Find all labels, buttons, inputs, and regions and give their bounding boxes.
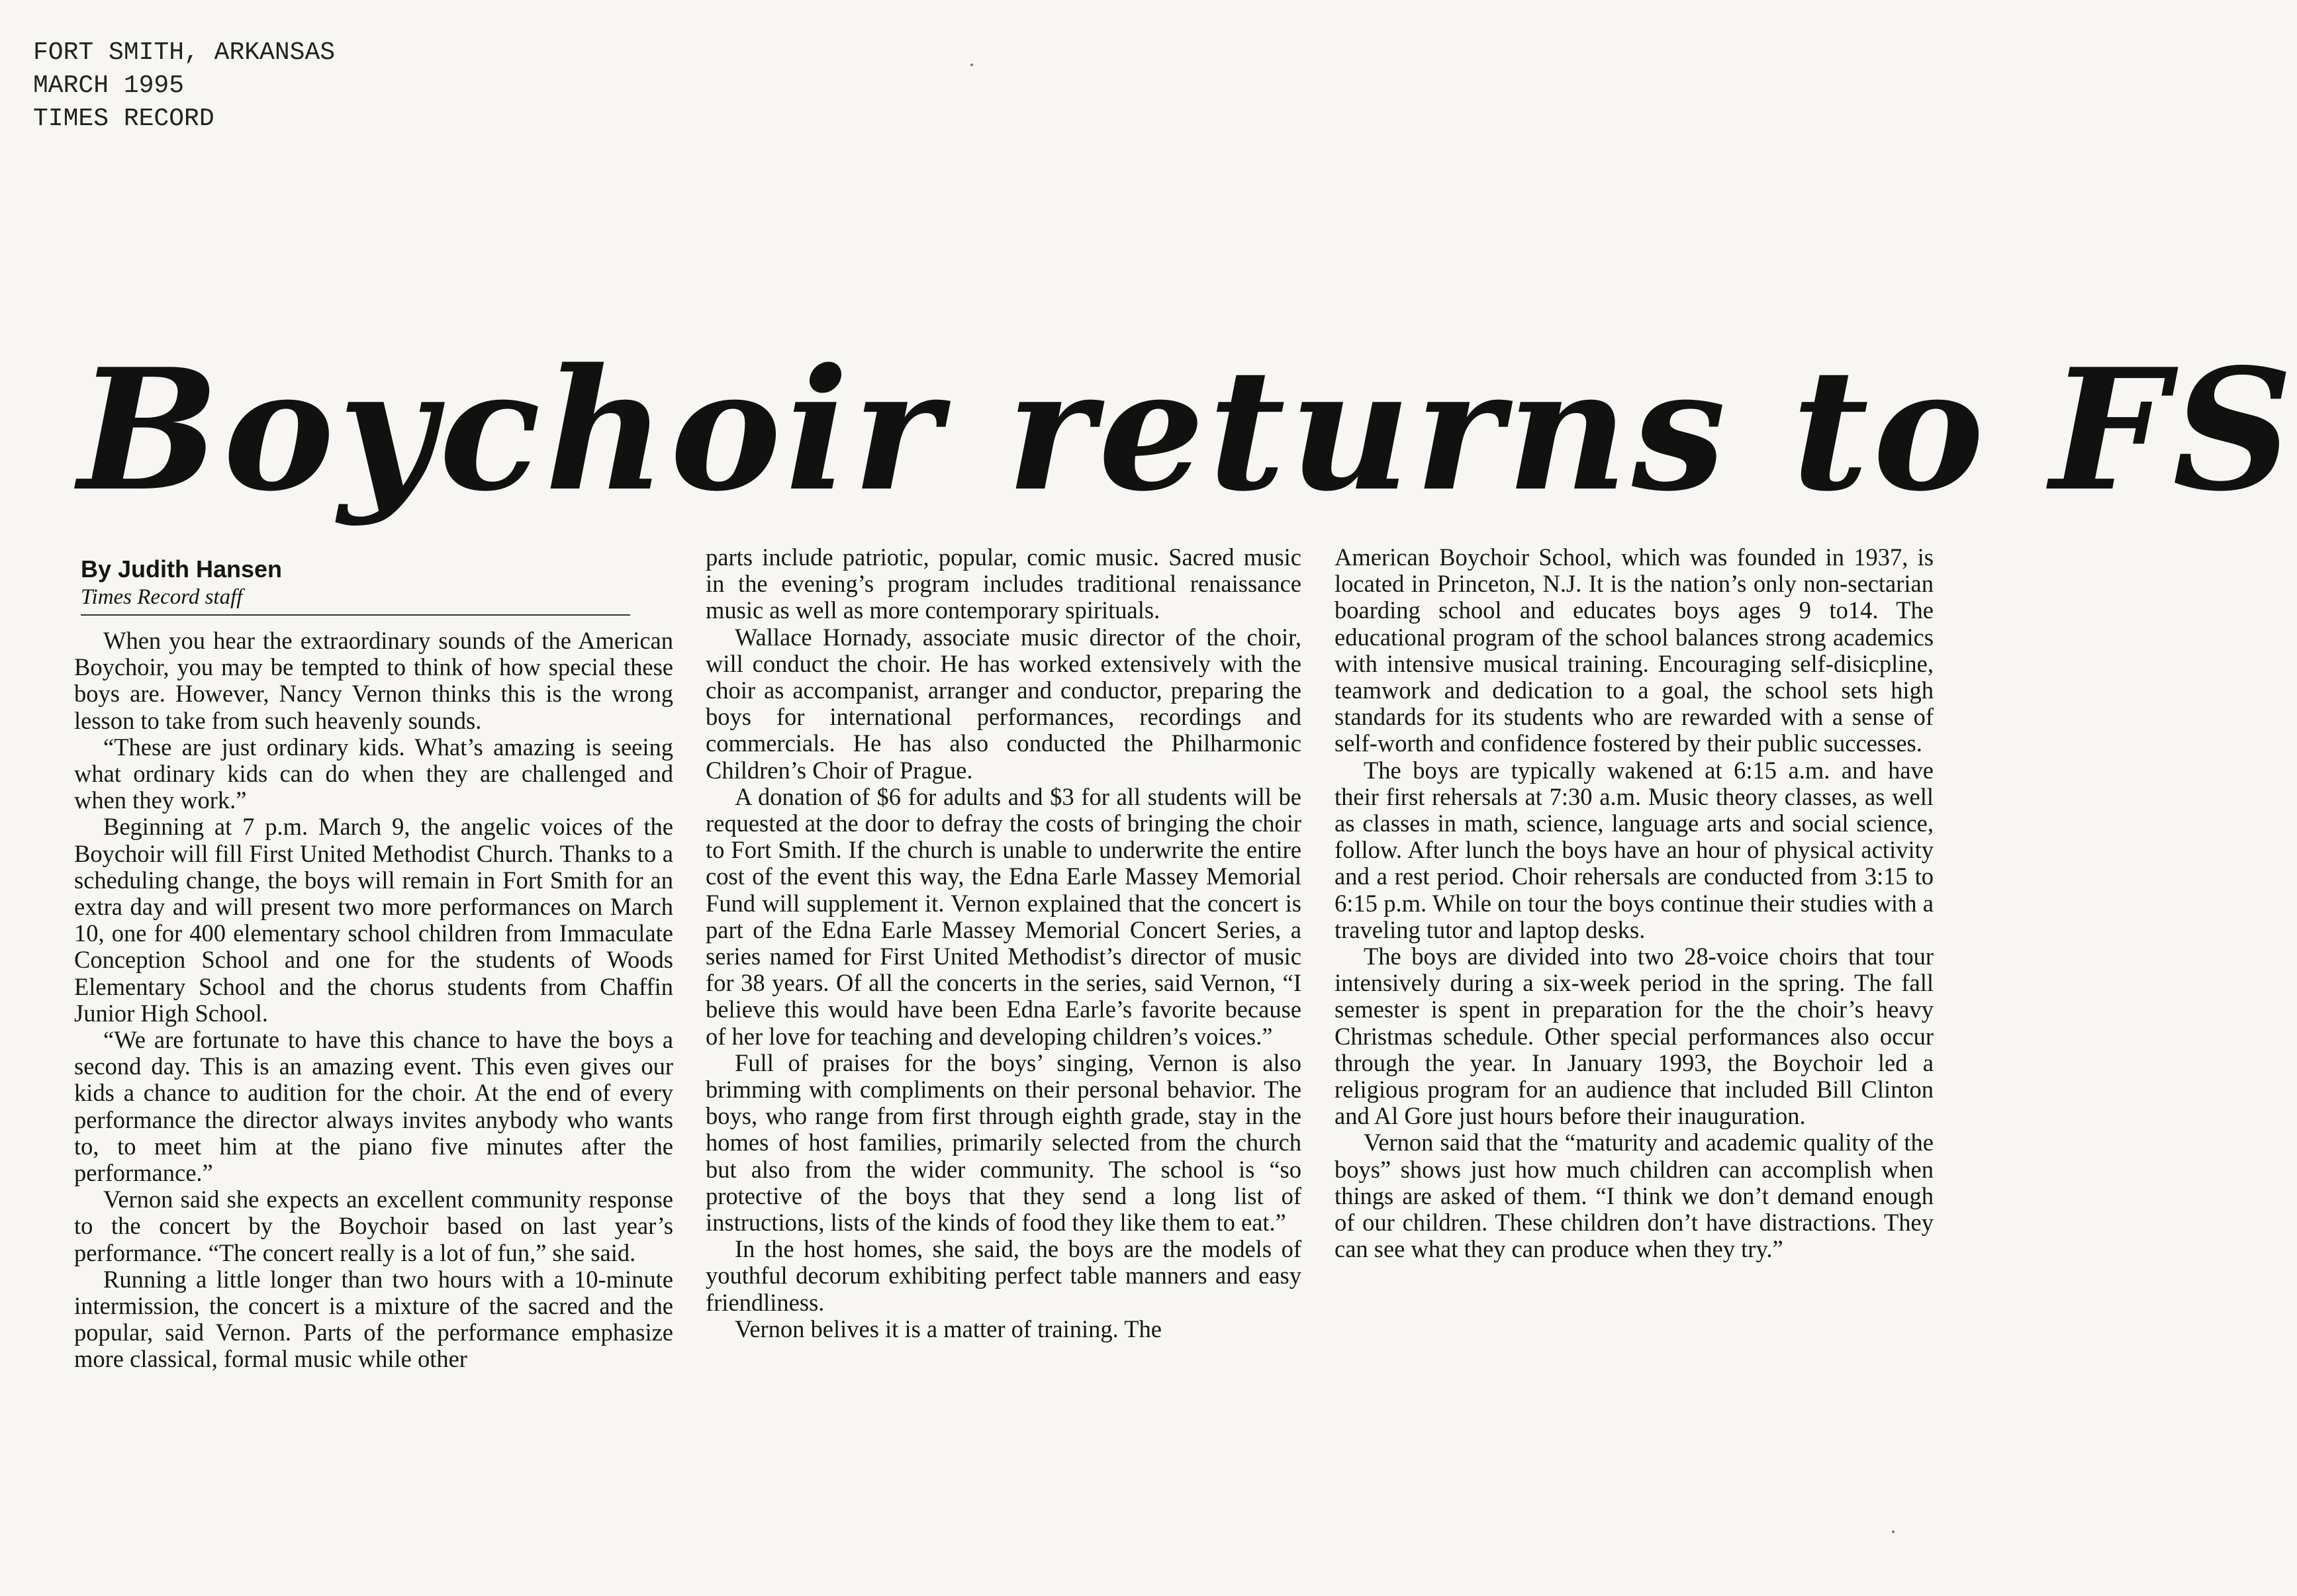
paragraph: The boys are typically wakened at 6:15 a.m. and have their first rehersals at 7:30 a.m. Music theory classes, as well as classes in math, science, language arts and social science, follow. After lunch the boys have an hour of physical activity and a rest period. Choir rehersals are conducted from 3:15 to 6:15 p.m. While on tour the boys continue their studies with a traveling tutor and laptop desks. bbox=[1335, 756, 1934, 943]
paragraph: “We are fortunate to have this chance to have the boys a second day. This is an amazing event. This even gives our kids a chance to audition for the choir. At the end of every performance the director always invites anybody who wants to, to meet him at the piano five minutes after the performance.” bbox=[74, 1026, 673, 1187]
scan-speck bbox=[1892, 1530, 1895, 1533]
paragraph: Beginning at 7 p.m. March 9, the angelic voices of the Boychoir will fill First United Methodist Church. Thanks to a scheduling change, the boys will remain in Fort Smith for an extra day and will present two more performances on March 10, one for 400 elementary school children from Immaculate Conception School and one for the students of Woods Elementary School and the chorus students from Chaffin Junior High School. bbox=[74, 813, 673, 1027]
dateline-city: FORT SMITH, ARKANSAS bbox=[33, 38, 336, 67]
paragraph: Full of praises for the boys’ singing, Vernon is also brimming with compliments on their personal behavior. The boys, who range from first through eighth grade, stay in the homes of host families, primarily selected from the church but also from the wider community. The school is “so protective of the boys that they send a long list of instructions, lists of the kinds of food they like them to eat.” bbox=[706, 1049, 1301, 1237]
paragraph: Wallace Hornady, associate music director of the choir, will conduct the choir. He has worked extensively with the choir as accompanist, arranger and conductor, preparing the boys for international performances, recordings and commercials. He has also conducted the Philharmonic Children’s Choir of Prague. bbox=[706, 623, 1301, 784]
scan-speck bbox=[970, 64, 973, 66]
byline-rule bbox=[81, 614, 630, 616]
paragraph: Running a little longer than two hours with a 10-minute intermission, the concert is a mixture of the sacred and the popular, said Vernon. Parts of the performance emphasize more classical, formal music while other bbox=[74, 1265, 673, 1373]
paragraph: The boys are divided into two 28-voice choirs that tour intensively during a six-week period in the spring. The fall semester is spent in preparation for the the choir’s heavy Christmas schedule. Other special performances also occur through the year. In January 1993, the Boychoir led a religious program for an audience that included Bill Clinton and Al Gore just hours before their inauguration. bbox=[1335, 943, 1934, 1130]
paragraph: Vernon said she expects an excellent community response to the concert by the Boychoir based on last year’s performance. “The concert really is a lot of fun,” she said. bbox=[74, 1186, 673, 1266]
paragraph: Vernon said that the “maturity and academic quality of the boys” shows just how much children can accomplish when things are asked of them. “I think we don’t demand enough of our children. These children don’t have distractions. They can see what they can produce when they try.” bbox=[1335, 1129, 1934, 1263]
dateline-date: MARCH 1995 bbox=[33, 71, 185, 100]
article-column-2 bbox=[706, 544, 1301, 1342]
dateline-paper: TIMES RECORD bbox=[33, 105, 214, 133]
byline: By Judith Hansen bbox=[81, 555, 283, 583]
paragraph: Vernon belives it is a matter of training. The bbox=[735, 1315, 1162, 1342]
paragraph: parts include patriotic, popular, comic music. Sacred music in the evening’s program includes traditional renaissance music as well as more contemporary spirituals. bbox=[706, 543, 1301, 624]
staff-line: Times Record staff bbox=[81, 585, 243, 609]
headline: Boychoir returns to FS bbox=[78, 332, 2297, 528]
paragraph: In the host homes, she said, the boys are the models of youthful decorum exhibiting perfect table manners and easy friendliness. bbox=[706, 1235, 1301, 1316]
paragraph: “These are just ordinary kids. What’s amazing is seeing what ordinary kids can do when they are challenged and when they work.” bbox=[74, 733, 673, 814]
paragraph: When you hear the extraordinary sounds of the American Boychoir, you may be tempted to think of how special these boys are. However, Nancy Vernon thinks this is the wrong lesson to take from such heavenly sounds. bbox=[74, 627, 673, 734]
article-column-1 bbox=[74, 628, 673, 1373]
paragraph: American Boychoir School, which was founded in 1937, is located in Princeton, N.J. It is the nation’s only non-sectarian boarding school and educates boys ages 9 to14. The educational program of the school balances strong academics with intensive musical training. Encouraging self-disicpline, teamwork and dedication to a goal, the school sets high standards for its students who are rewarded with a sense of self-worth and confidence fostered by their public successes. bbox=[1335, 543, 1934, 757]
paragraph: A donation of $6 for adults and $3 for all students will be requested at the door to defray the costs of bringing the choir to Fort Smith. If the church is unable to underwrite the entire cost of the event this way, the Edna Earle Massey Memorial Fund will supplement it. Vernon explained that the concert is part of the Edna Earle Massey Memorial Concert Series, a series named for First United Methodist’s director of music for 38 years. Of all the concerts in the series, said Vernon, “I believe this would have been Edna Earle’s favorite because of her love for teaching and developing children’s voices.” bbox=[706, 782, 1301, 1050]
article-column-3 bbox=[1335, 544, 1934, 1262]
dateline bbox=[33, 36, 335, 136]
